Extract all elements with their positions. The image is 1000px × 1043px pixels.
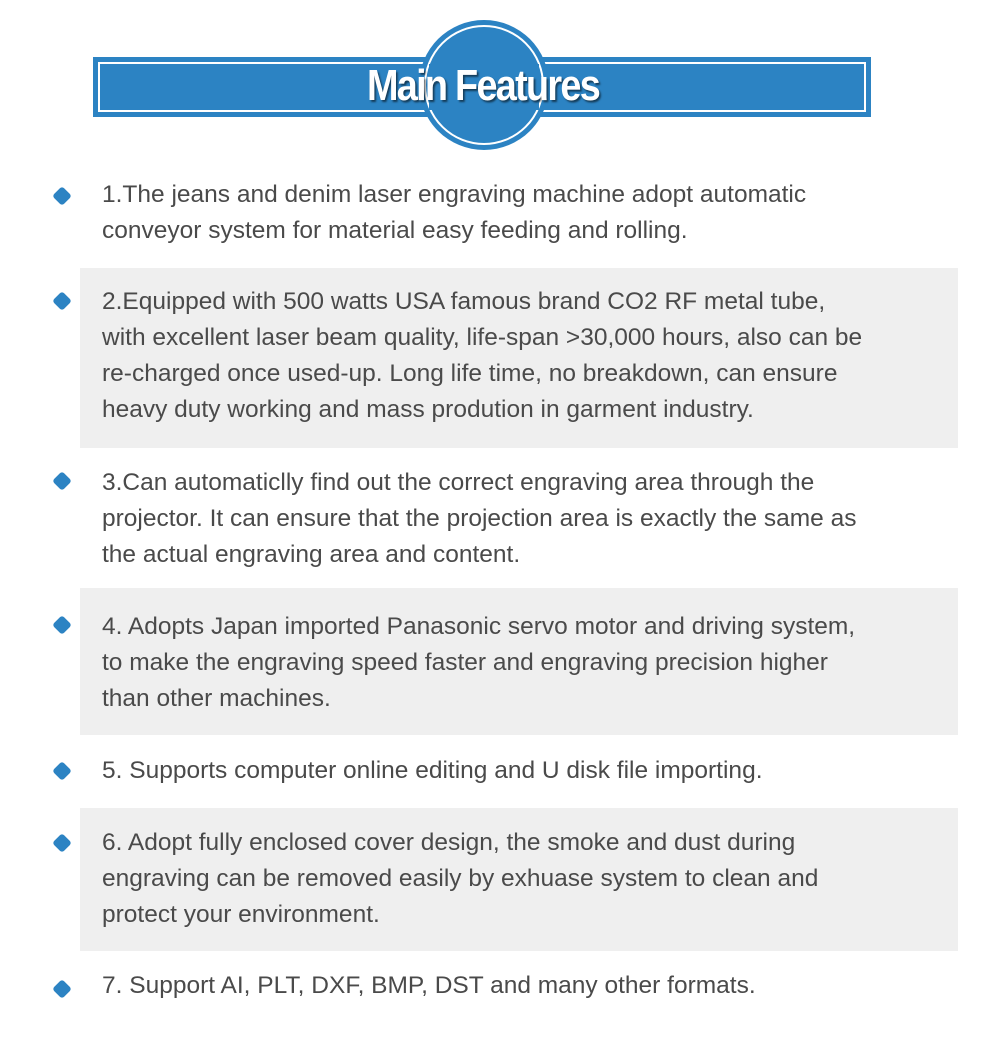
feature-text: 4. Adopts Japan imported Panasonic servo motor and driving system, to make the engraving speed faster and engraving precision higher than other machines. xyxy=(102,613,856,712)
diamond-bullet-icon xyxy=(52,291,72,311)
diamond-bullet-icon xyxy=(52,761,72,781)
diamond-bullet-icon xyxy=(52,471,72,491)
page-title: Main Features xyxy=(366,61,600,110)
feature-text: 6. Adopt fully enclosed cover design, the smoke and dust during engraving can be removed easily by exhuase system to clean and protect your environment. xyxy=(102,829,819,928)
feature-item xyxy=(80,743,958,803)
feature-item xyxy=(80,168,958,260)
diamond-bullet-icon xyxy=(52,979,72,999)
feature-item xyxy=(80,958,958,1018)
feature-text: 1.The jeans and denim laser engraving machine adopt automatic conveyor system for material easy feeding and rolling. xyxy=(102,181,807,244)
feature-item xyxy=(80,268,958,448)
feature-text: 2.Equipped with 500 watts USA famous brand CO2 RF metal tube, with excellent laser beam quality, life-span >30,000 hours, also can be re-charged once used-up. Long life time, no breakdown, can ensure heavy duty working and mass prodution in garment industry. xyxy=(102,288,863,423)
feature-item xyxy=(80,588,958,735)
feature-text: 5. Supports computer online editing and U disk file importing. xyxy=(102,757,763,784)
feature-text: 7. Support AI, PLT, DXF, BMP, DST and many other formats. xyxy=(102,972,756,999)
diamond-bullet-icon xyxy=(52,833,72,853)
feature-text: 3.Can automaticlly find out the correct engraving area through the projector. It can ensure that the projection area is exactly the same as the actual engraving area and content. xyxy=(102,469,857,568)
feature-item xyxy=(80,456,958,584)
feature-item xyxy=(80,808,958,951)
diamond-bullet-icon xyxy=(52,186,72,206)
diamond-bullet-icon xyxy=(52,615,72,635)
